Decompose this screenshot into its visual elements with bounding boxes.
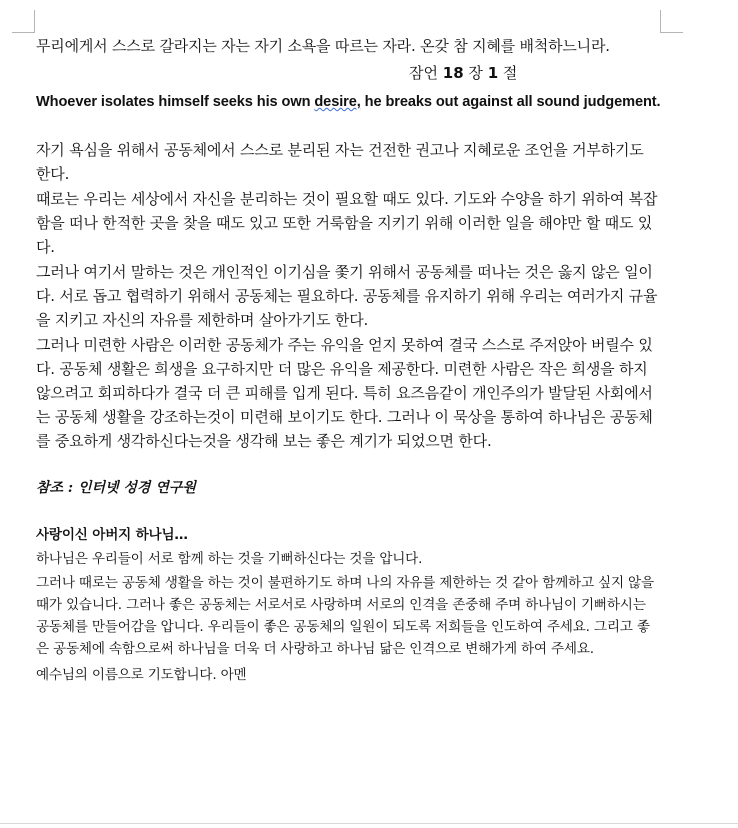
verse-english-part1: Whoever isolates himself seeks his own [36, 94, 315, 110]
reference-chapter: 18 [442, 64, 464, 82]
prayer-line-1: 하나님은 우리들이 서로 함께 하는 것을 기뻐하신다는 것을 압니다. [36, 551, 423, 567]
reference-verse: 1 [487, 64, 499, 82]
reference-verse-word: 절 [502, 64, 518, 82]
paragraph-4: 그러나 미련한 사람은 이러한 공동체가 주는 유익을 얻지 못하여 결국 스스로 주저앉아 버릴수 있다. 공동체 생활은 희생을 요구하지만 더 많은 유익을 제공한다. 미련한 사람은 작은 희생을 하지 않으려고 회피하다가 결국 더 큰 피해를 입게 된다. 특히 요즈음같이 개인주의가 발달된 사회에서는 공동체 생활을 강조하는것이 미련해 보이기도 한다. 그러나 이 묵상을 통하여 하나님은 공동체를 중요하게 생각하신다는것을 생각해 보는 좋은 계기가 되었으면 한다. [36, 336, 653, 450]
prayer-opening: 사랑이신 아버지 하나님… [36, 527, 188, 543]
document-body[interactable] [36, 34, 661, 686]
verse-english [36, 92, 661, 112]
source-credit: 참조 : 인터넷 성경 연구원 [36, 480, 196, 496]
verse-reference [36, 62, 661, 84]
prayer-closing: 예수님의 이름으로 기도합니다. 아멘 [36, 667, 247, 683]
verse-english-part2: he breaks out against all sound judgement. [360, 94, 661, 110]
prayer-line-2: 그러나 때로는 공동체 생활을 하는 것이 불편하기도 하며 나의 자유를 제한하는 것 같아 함께하고 싶지 않을 때가 있습니다. 그러나 좋은 공동체는 서로서로 사랑하며 서로의 인격을 존중해 주며 하나님이 기뻐하시는 공동체를 만들어감을 압니다. 우리들이 좋은 공동체의 일원이 되도록 저희들을 인도하여 주세요. 그리고 좋은 공동체에 속함으로써 하나님을 더욱 더 사랑하고 하나님 닮은 인격으로 변해가게 하여 주세요. [36, 575, 654, 657]
page-bottom-edge [0, 823, 738, 824]
paragraph-3: 그러나 여기서 말하는 것은 개인적인 이기심을 쫓기 위해서 공동체를 떠나는 것은 옳지 않은 일이다. 서로 돕고 협력하기 위해서 공동체는 필요하다. 공동체를 유지하기 위해 우리는 여러가지 규율을 지키고 자신의 자유를 제한하며 살아가기도 한다. [36, 263, 658, 329]
margin-corner-top-right [660, 10, 683, 33]
reference-book: 잠언 [409, 64, 438, 82]
paragraph-2: 때로는 우리는 세상에서 자신을 분리하는 것이 필요할 때도 있다. 기도와 수양을 하기 위하여 복잡함을 떠나 한적한 곳을 찾을 때도 있고 또한 거룩함을 지키기 위해 이러한 일을 해야만 할 때도 있다. [36, 190, 658, 256]
verse-korean: 무리에게서 스스로 갈라지는 자는 자기 소욕을 따르는 자라. 온갖 참 지혜를 배척하느니라. [36, 37, 610, 55]
margin-corner-top-left [12, 10, 35, 33]
spellcheck-underlined-word[interactable]: desire, [314, 94, 361, 110]
paragraph-1: 자기 욕심을 위해서 공동체에서 스스로 분리된 자는 건전한 권고나 지혜로운 조언을 거부하기도 한다. [36, 141, 644, 183]
reference-chapter-word: 장 [468, 64, 483, 82]
